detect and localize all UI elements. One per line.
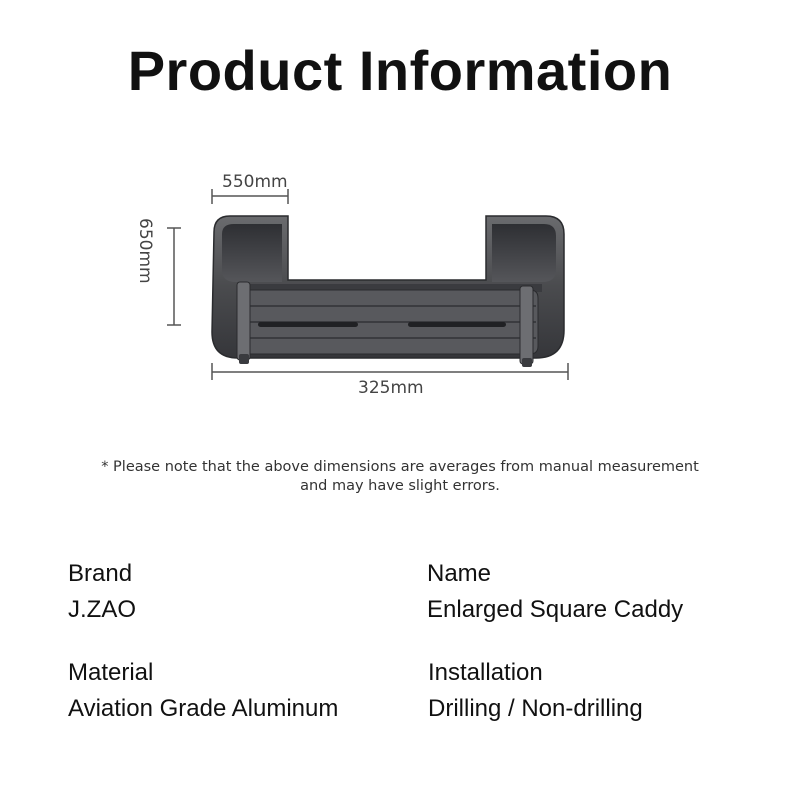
caddy-illustration bbox=[130, 160, 590, 410]
product-dimension-figure bbox=[130, 160, 590, 410]
spec-value: Drilling / Non-drilling bbox=[428, 695, 643, 722]
spec-label: Name bbox=[427, 560, 492, 587]
width-dimension-label: 550mm bbox=[222, 172, 288, 192]
spec-label: Brand bbox=[68, 560, 133, 587]
spec-material bbox=[68, 659, 338, 723]
spec-installation bbox=[428, 659, 643, 723]
spec-brand bbox=[68, 560, 136, 624]
spec-name bbox=[427, 560, 683, 624]
spec-value: Aviation Grade Aluminum bbox=[68, 695, 339, 722]
length-dimension-label: 325mm bbox=[358, 378, 424, 398]
spec-value: J.ZAO bbox=[68, 596, 137, 623]
measurement-note: * Please note that the above dimensions are averages from manual measurement and may have slight errors. bbox=[101, 459, 699, 494]
spec-label: Installation bbox=[428, 659, 543, 686]
spec-label: Material bbox=[68, 659, 154, 686]
height-dimension-label: 650mm bbox=[135, 218, 155, 284]
spec-value: Enlarged Square Caddy bbox=[427, 596, 684, 623]
page-title: Product Information bbox=[127, 39, 673, 102]
